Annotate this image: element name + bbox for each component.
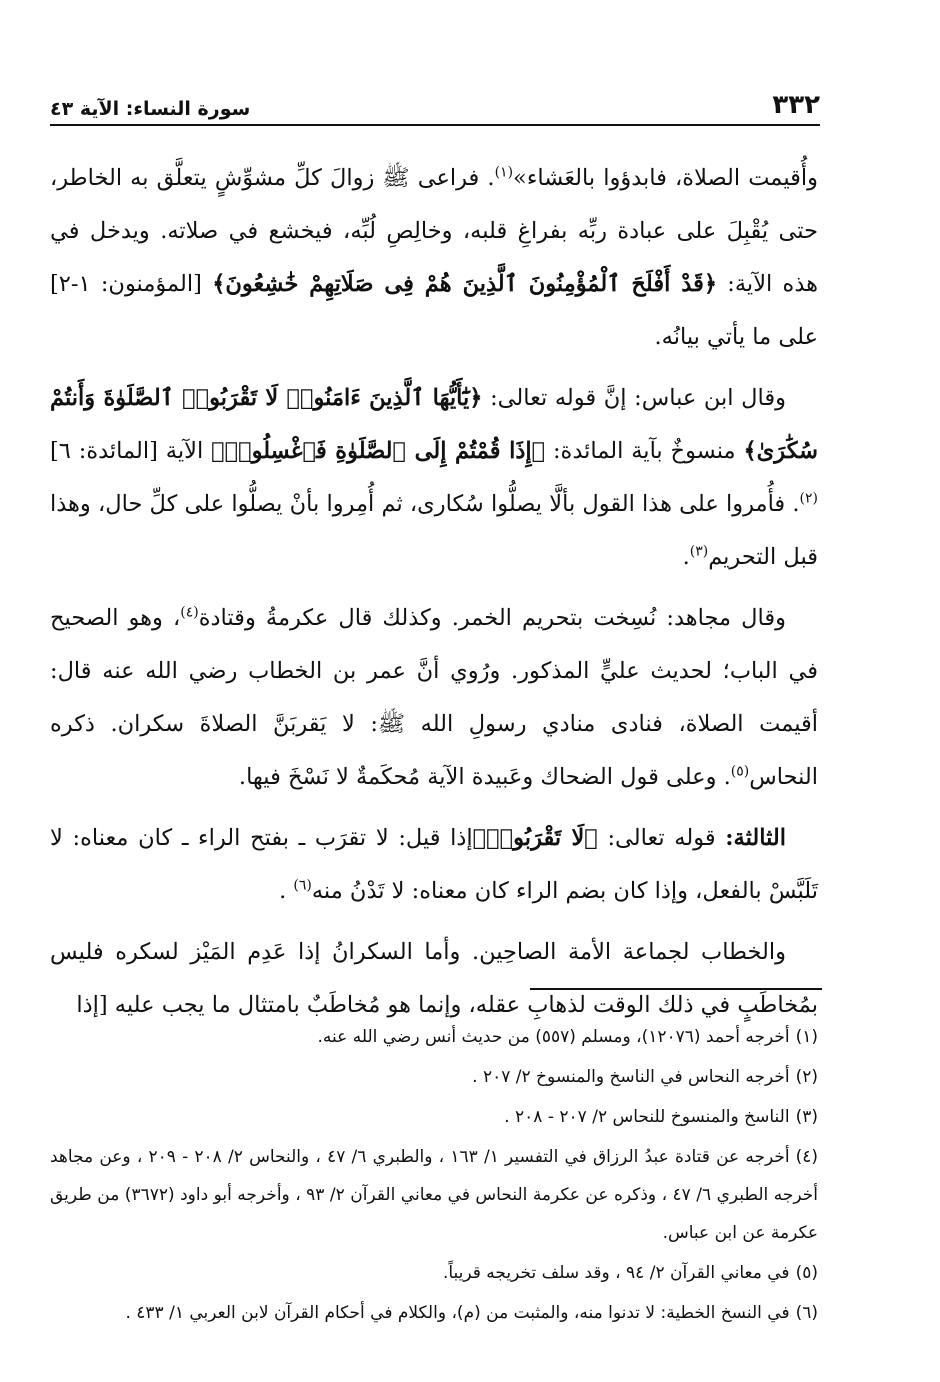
footnote [50,1058,818,1096]
footnote [50,1018,818,1056]
footnote-ref: (١) [494,164,514,181]
paragraph [50,592,818,804]
footnote-text: أخرجه أحمد (١٢٠٧٦)، ومسلم (٥٥٧) من حديث أنس رضي الله عنه. [317,1027,790,1047]
text-span: وقال ابن عباس: إنَّ قوله تعالى: [482,385,786,411]
page-number: ٣٣٢ [772,90,820,120]
text-span: إذا قيل: لا تقرَب ـ بفتح الراء ـ كان معناه: لا تَلَبَّسْ بالفعل، وإذا كان بضم الراء كان معناه: لا تَدْنُ منه [50,825,818,904]
footnote-ref: (٦) [293,877,312,894]
footnote-number: (١) [795,1027,818,1047]
footnote-number: (٢) [795,1067,818,1087]
text-span: . [682,544,690,570]
footnote-text: الناسخ والمنسوخ للنحاس ٢/ ٢٠٧ - ٢٠٨ . [504,1107,790,1127]
footnote-number: (٣) [795,1107,818,1127]
footnote-number: (٤) [795,1147,818,1167]
text-span: [المؤمنون: ١-٢] على ما يأتي بيانُه. [50,271,818,350]
footnote-text: في النسخ الخطية: لا تدنوا منه، والمثبت من (م)، والكلام في أحكام القرآن لابن العربي ١/ ٤٣٣ . [125,1303,790,1323]
page-header [50,76,820,126]
paragraph [50,372,818,584]
footnote-text: أخرجه النحاس في الناسخ والمنسوخ ٢/ ٢٠٧ . [472,1067,790,1087]
footnote-ref: (٣) [689,543,709,560]
paragraph [50,926,818,1032]
quran-verse: ﴿لَا تَقْرَبُوا۟﴾ [472,825,598,851]
quran-verse: ﴿يَٰٓأَيُّهَا ٱلَّذِينَ ءَامَنُوا۟ لَا تَقْرَبُوا۟ ٱلصَّلَوٰةَ وَأَنتُمْ سُكَٰرَىٰ﴾ [50,385,818,464]
footnote-text: أخرجه عن قتادة عبدُ الرزاق في التفسير ١/ ١٦٣ ، والطبري ٦/ ٤٧ ، والنحاس ٢/ ٢٠٨ - ٢٠٩ ، وعن مجاهد أخرجه الطبري ٦/ ٤٧ ، وذكره عن عكرمة النحاس في معاني القرآن ٢/ ٩٣ ، وأخرجه أبو داود (٣٦٧٢) من طريق عكرمة عن ابن عباس. [50,1147,818,1243]
main-text [50,152,818,1040]
footnote-ref: (٤) [180,604,199,621]
text-span: منسوخٌ بآية المائدة: [545,438,744,464]
text-span: وقال مجاهد: نُسِخت بتحريم الخمر. وكذلك قال عكرمةُ وقتادة [198,605,786,631]
text-span: والخطاب لجماعة الأمة الصاحِين. وأما السكرانُ إذا عَدِم المَيْز لسكره فليس بمُخاطَبٍ في ذلك الوقت لذهابِ عقله، وإنما هو مُخاطَبٌ بامتثال ما يجب عليه [إذا [50,939,818,1018]
footnote-number: (٦) [795,1303,818,1323]
footnote [50,1254,818,1292]
footnote-text: في معاني القرآن ٢/ ٩٤ ، وقد سلف تخريجه قريباً. [442,1263,790,1283]
footnote-ref: (٥) [730,763,750,780]
text-span: . [279,878,294,904]
running-title: سورة النساء: الآية ٤٣ [50,98,251,120]
text-span: . وعلى قول الضحاك وعَبيدة الآية مُحكَمةٌ لا نَسْخَ فيها. [238,764,731,790]
text-span: وأُقيمت الصلاة، فابدؤوا بالعَشاء» [513,165,818,191]
footnote-number: (٥) [795,1263,818,1283]
quran-verse: ﴿قَدْ أَفْلَحَ ٱلْمُؤْمِنُونَ ٱلَّذِينَ هُمْ فِى صَلَاتِهِمْ خَٰشِعُونَ﴾ [212,271,718,297]
text-span: ، وهو الصحيح في الباب؛ لحديث عليٍّ المذكور. ورُوي أنَّ عمر بن الخطاب رضي الله عنه قال: أقيمت الصلاة، فنادى منادي رسولِ الله ﷺ: لا يَقربَنَّ الصلاةَ سكران. ذكره النحاس [50,605,818,790]
paragraph [50,812,818,918]
text-span: الآية [المائدة: ٦] [50,438,212,464]
section-lead: الثالثة: [725,825,786,851]
text-span: . فراعى ﷺ زوالَ كلِّ مشوِّشٍ يتعلَّق به الخاطر، حتى يُقْبِلَ على عبادة ربِّه بفراغِ قلبه، وخالِصِ لُبِّه، فيخشع في صلاته. ويدخل في هذه الآية: [50,165,818,297]
text-span: قوله تعالى: [597,825,726,851]
footnote-ref: (٢) [799,490,818,507]
paragraph [50,152,818,364]
text-span: . فأُمروا على هذا القول بألَّا يصلُّوا سُكارى، ثم أُمِروا بأنْ يصلُّوا على كلِّ حال، وهذا قبل التحريم [50,491,818,570]
footnote [50,1098,818,1136]
footnote-separator [530,988,822,990]
footnotes [50,1018,818,1334]
footnote [50,1294,818,1332]
quran-verse: ﴿إِذَا قُمْتُمْ إِلَى ٱلصَّلَوٰةِ فَٱغْسِلُوا۟﴾ [211,438,546,464]
footnote [50,1138,818,1252]
